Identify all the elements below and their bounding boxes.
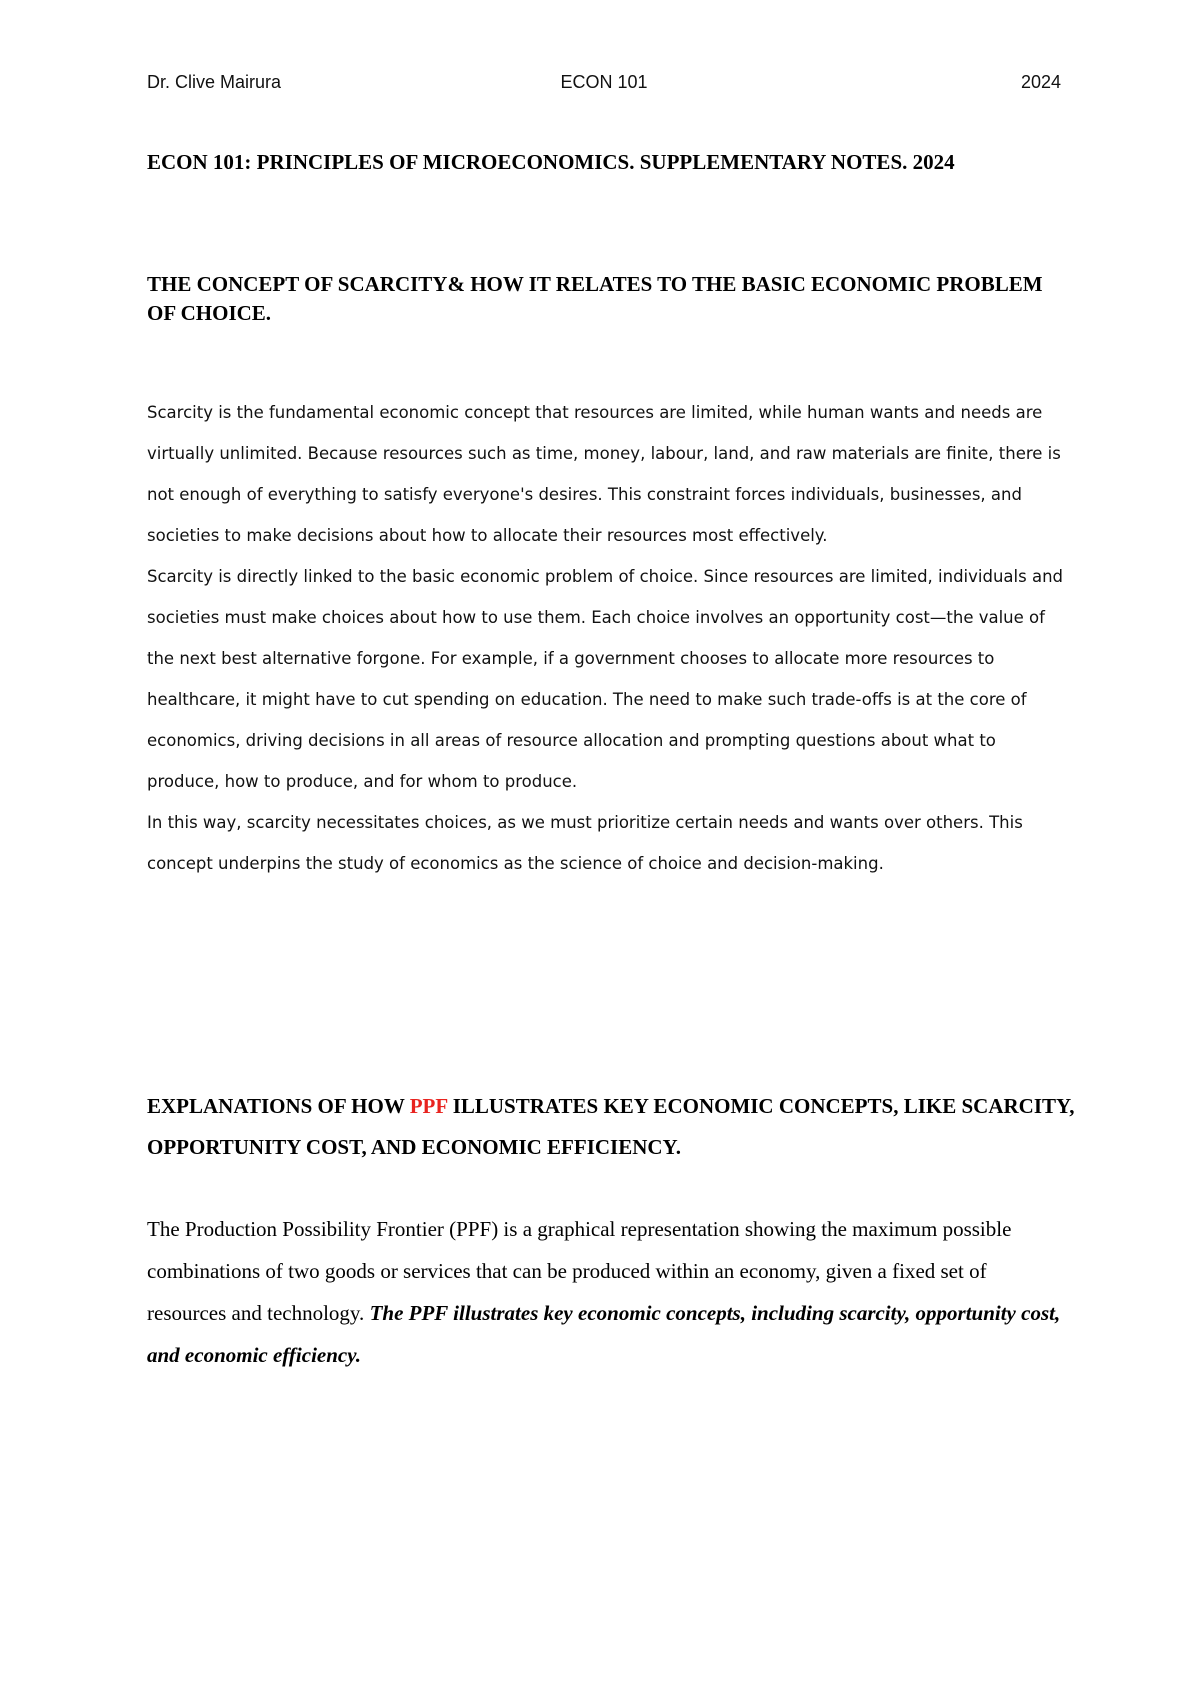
scarcity-section-heading: THE CONCEPT OF SCARCITY& HOW IT RELATES TO THE BASIC ECONOMIC PROBLEM OF CHOICE. xyxy=(147,272,1043,325)
page-header xyxy=(147,72,1061,102)
ppf-heading-suffix: ILLUSTRATES KEY ECONOMIC CONCEPTS, LIKE SCARCITY, OPPORTUNITY COST, AND ECONOMIC EFFICIENCY. xyxy=(147,1094,1075,1159)
ppf-section-heading xyxy=(147,1086,1077,1168)
ppf-body-text: The Production Possibility Frontier (PPF) is a graphical representation showing the maximum possible combinations of two goods or services that can be produced within an economy, given a fixed set of resources and technology. xyxy=(147,1217,1012,1325)
header-year: 2024 xyxy=(1020,72,1061,92)
ppf-section-body xyxy=(147,1208,1067,1376)
scarcity-paragraph-2: Scarcity is directly linked to the basic economic problem of choice. Since resources are limited, individuals and societies must make choices about how to use them. Each choice involves an opportunity cost—the value of the next best alternative forgone. For example, if a government chooses to allocate more resources to healthcare, it might have to cut spending on education. The need to make such trade-offs is at the core of economics, driving decisions in all areas of resource allocation and prompting questions about what to produce, how to produce, and for whom to produce. xyxy=(147,567,1063,791)
scarcity-paragraph-3: In this way, scarcity necessitates choices, as we must prioritize certain needs and wants over others. This concept underpins the study of economics as the science of choice and decision-making. xyxy=(147,813,1023,873)
scarcity-paragraph-1: Scarcity is the fundamental economic concept that resources are limited, while human wants and needs are virtually unlimited. Because resources such as time, money, labour, land, and raw materials are finite, there is not enough of everything to satisfy everyone's desires. This constraint forces individuals, businesses, and societies to make decisions about how to allocate their resources most effectively. xyxy=(147,403,1061,545)
header-author: Dr. Clive Mairura xyxy=(147,72,282,92)
scarcity-section-body xyxy=(147,392,1067,884)
ppf-heading-prefix: EXPLANATIONS OF HOW xyxy=(147,1094,410,1118)
document-title: ECON 101: PRINCIPLES OF MICROECONOMICS. SUPPLEMENTARY NOTES. 2024 xyxy=(147,150,955,174)
ppf-body-emphasis: The PPF illustrates key economic concepts, including scarcity, opportunity cost, and economic efficiency. xyxy=(147,1301,1061,1367)
ppf-heading-highlight: PPF xyxy=(409,1094,448,1118)
header-course: ECON 101 xyxy=(560,72,648,92)
